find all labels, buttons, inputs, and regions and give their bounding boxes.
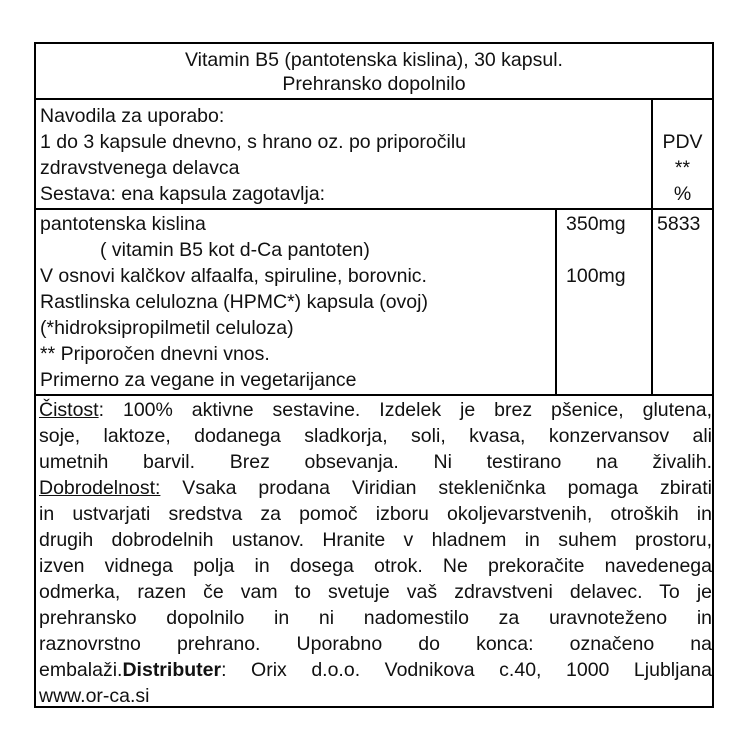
info-line: prehransko dopolnilo in ni nadomestilo za uravnoteženo in: [39, 607, 712, 629]
supplement-label: [34, 42, 714, 708]
product-title: Vitamin B5 (pantotenska kislina), 30 kapsul.: [185, 49, 563, 71]
pdv-stars: **: [674, 157, 691, 179]
ingredient-form: ( vitamin B5 kot d-Ca pantoten): [100, 239, 370, 261]
info-line: embalaži.Distributer: Orix d.o.o. Vodnikova c.40, 1000 Ljubljana: [39, 659, 712, 681]
rdi-note: ** Priporočen dnevni vnos.: [40, 343, 270, 365]
info-line: soje, laktoze, dodanega sladkorja, soli, kvasa, konzervansov ali: [39, 425, 712, 447]
ingredient-pdv: 5833: [657, 213, 701, 235]
info-line: Čistost: 100% aktivne sestavine. Izdelek je brez pšenice, glutena,: [39, 399, 712, 421]
capsule-note: (*hidroksipropilmetil celuloza): [40, 317, 294, 339]
pdv-percent: %: [673, 183, 692, 205]
ingredient-amount: 350mg: [566, 213, 626, 235]
purity-label: Čistost: [39, 399, 99, 421]
distributor-label: Distributer: [122, 659, 222, 681]
ingredient-name: pantotenska kislina: [40, 213, 206, 235]
vegan-note: Primerno za vegane in vegetarijance: [40, 369, 357, 391]
header-divider: [36, 98, 712, 100]
instructions-line: 1 do 3 kapsule dnevno, s hrano oz. po priporočilu: [40, 131, 467, 153]
instructions-heading: Navodila za uporabo:: [40, 105, 225, 127]
pdv-label: PDV: [662, 131, 703, 153]
ingredient-name: V osnovi kalčkov alfaalfa, spiruline, borovnic.: [40, 265, 427, 287]
info-line: umetnih barvil. Brez obsevanja. Ni testirano na živalih.: [39, 451, 712, 473]
ingredient-amount: 100mg: [566, 265, 626, 287]
info-line: drugih dobrodelnih ustanov. Hranite v hladnem in suhem prostoru,: [39, 529, 712, 551]
website-link[interactable]: www.or-ca.si: [39, 685, 150, 707]
capsule-line: Rastlinska celulozna (HPMC*) kapsula (ovoj): [40, 291, 428, 313]
product-subtitle: Prehransko dopolnilo: [282, 73, 466, 95]
column-divider: [555, 208, 557, 394]
column-divider: [651, 100, 653, 394]
composition-heading: Sestava: ena kapsula zagotavlja:: [40, 183, 326, 205]
charity-label: Dobrodelnost:: [39, 477, 161, 499]
info-line: izven vidnega polja in dosega otrok. Ne prekoračite navedenega: [39, 555, 712, 577]
info-line: raznovrstno prehrano. Uporabno do konca: označeno na: [39, 633, 712, 655]
instructions-line: zdravstvenega delavca: [40, 157, 240, 179]
table-divider: [36, 208, 712, 210]
section-divider: [36, 394, 712, 396]
info-line: odmerka, razen če vam to svetuje vaš zdravstveni delavec. To je: [39, 581, 712, 603]
info-line: Dobrodelnost: Vsaka prodana Viridian stekleničnka pomaga zbirati: [39, 477, 712, 499]
info-line: in ustvarjati sredstva za pomoč izboru okoljevarstvenih, otroških in: [39, 503, 712, 525]
